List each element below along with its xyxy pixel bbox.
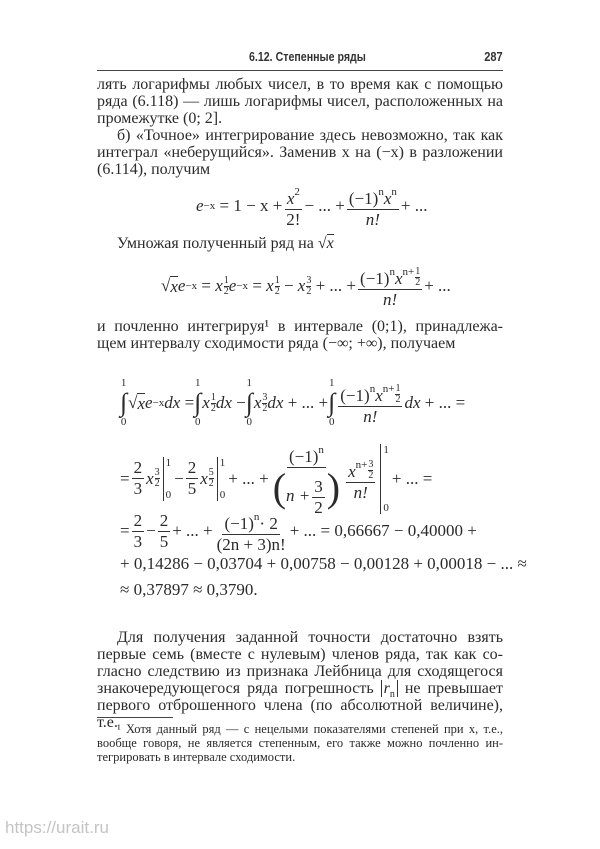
footnote-line: тегрировать в интервале сходимости. xyxy=(97,750,296,764)
footnote-line: вообще говоря, не является степенным, его также можно почленно ин- xyxy=(97,736,503,750)
text-line: Для получения заданной точности достаточно взять xyxy=(117,629,503,646)
watermark: https://urait.ru xyxy=(5,818,109,837)
text-line: первого отброшенного члена (по абсолютной величине), т.е. xyxy=(97,697,503,731)
text-line: (6.114), получим xyxy=(97,161,211,178)
text-line: первые семь (вместе с нулевым) членов ряда, так как со- xyxy=(97,646,503,663)
text-line: б) «Точное» интегрирование здесь невозможно, так как xyxy=(117,127,503,144)
section-title: 6.12. Степенные ряды xyxy=(249,50,366,64)
text-line: лять логарифмы любых чисел, в то время как с помощью xyxy=(97,76,503,93)
footnote-divider xyxy=(97,717,173,718)
text-line: интеграл «неберущийся». Заменив x на (−x) в разложении xyxy=(97,144,503,161)
text-line: гласно следствию из признака Лейбница для сходящегося xyxy=(97,663,503,680)
formula-sum: = $\frac{2}{3}$ − $\frac{2}{5}$ + ... + $\frac{(-1)^n\cdot 2}{(2n + 3)n!}$ + ... = 0,66667 − 0,40000 + xyxy=(120,507,477,555)
formula-integral: 1 ∫ 0 √ x e −x dx = 1 ∫ 0 x 1 2 dx − 1 ∫ 0 x 3 2 dx + ... + 1 ∫ 0 $(-1)^nx^{n+}$ $\frac{1}{2}$ n! dx + ... = xyxy=(120,377,466,428)
text-line: Умножая полученный ряд на √x xyxy=(117,235,334,252)
formula-numeric-terms: + 0,14286 − 0,03704 + 0,00758 − 0,00128 + 0,00018 − ... ≈ xyxy=(120,554,527,573)
formula-result: ≈ 0,37897 ≈ 0,3790. xyxy=(120,580,258,599)
footnote-line: ¹ Хотя данный ряд — с нецелыми показателями степеней при x, т.е., xyxy=(117,722,503,736)
text-line: и почленно интегрируя¹ в интервале (0;1), принадлежа- xyxy=(97,318,503,335)
page-number: 287 xyxy=(484,49,503,64)
text-line: промежутке (0; 2]. xyxy=(97,110,223,127)
formula-exp-series: e −x = 1 − x + $\frac{x^2}{2!}$ − ... + $\frac{(-1)^nx^n}{n!}$ + ... xyxy=(196,182,427,230)
running-header xyxy=(97,48,503,71)
text-line: щем интервалу сходимости ряда (−∞; +∞), получаем xyxy=(97,335,456,352)
formula-sqrt-series: √ x e −x = x 1 2 e −x = x 1 2 − x 3 2 + ... + $(-1)^nx^{n+}$ $\frac{1}{2}$ n! + ... xyxy=(161,262,451,310)
text-line: знакочередующегося ряда погрешность $r_n$ не превышает xyxy=(97,680,503,701)
formula-antiderivative: = $\frac{2}{3}$ x 3 2 1 0 − $\frac{2}{5}$ x 5 2 1 0 + ... + $(-1)^n$ (n + $\frac{3}{2}$ ) $x^{n+}$ $\frac{3}{2}$ n! 1 0 + ... = xyxy=(120,440,432,518)
text-line: ряда (6.118) — лишь логарифмы чисел, расположенных на xyxy=(97,93,503,110)
